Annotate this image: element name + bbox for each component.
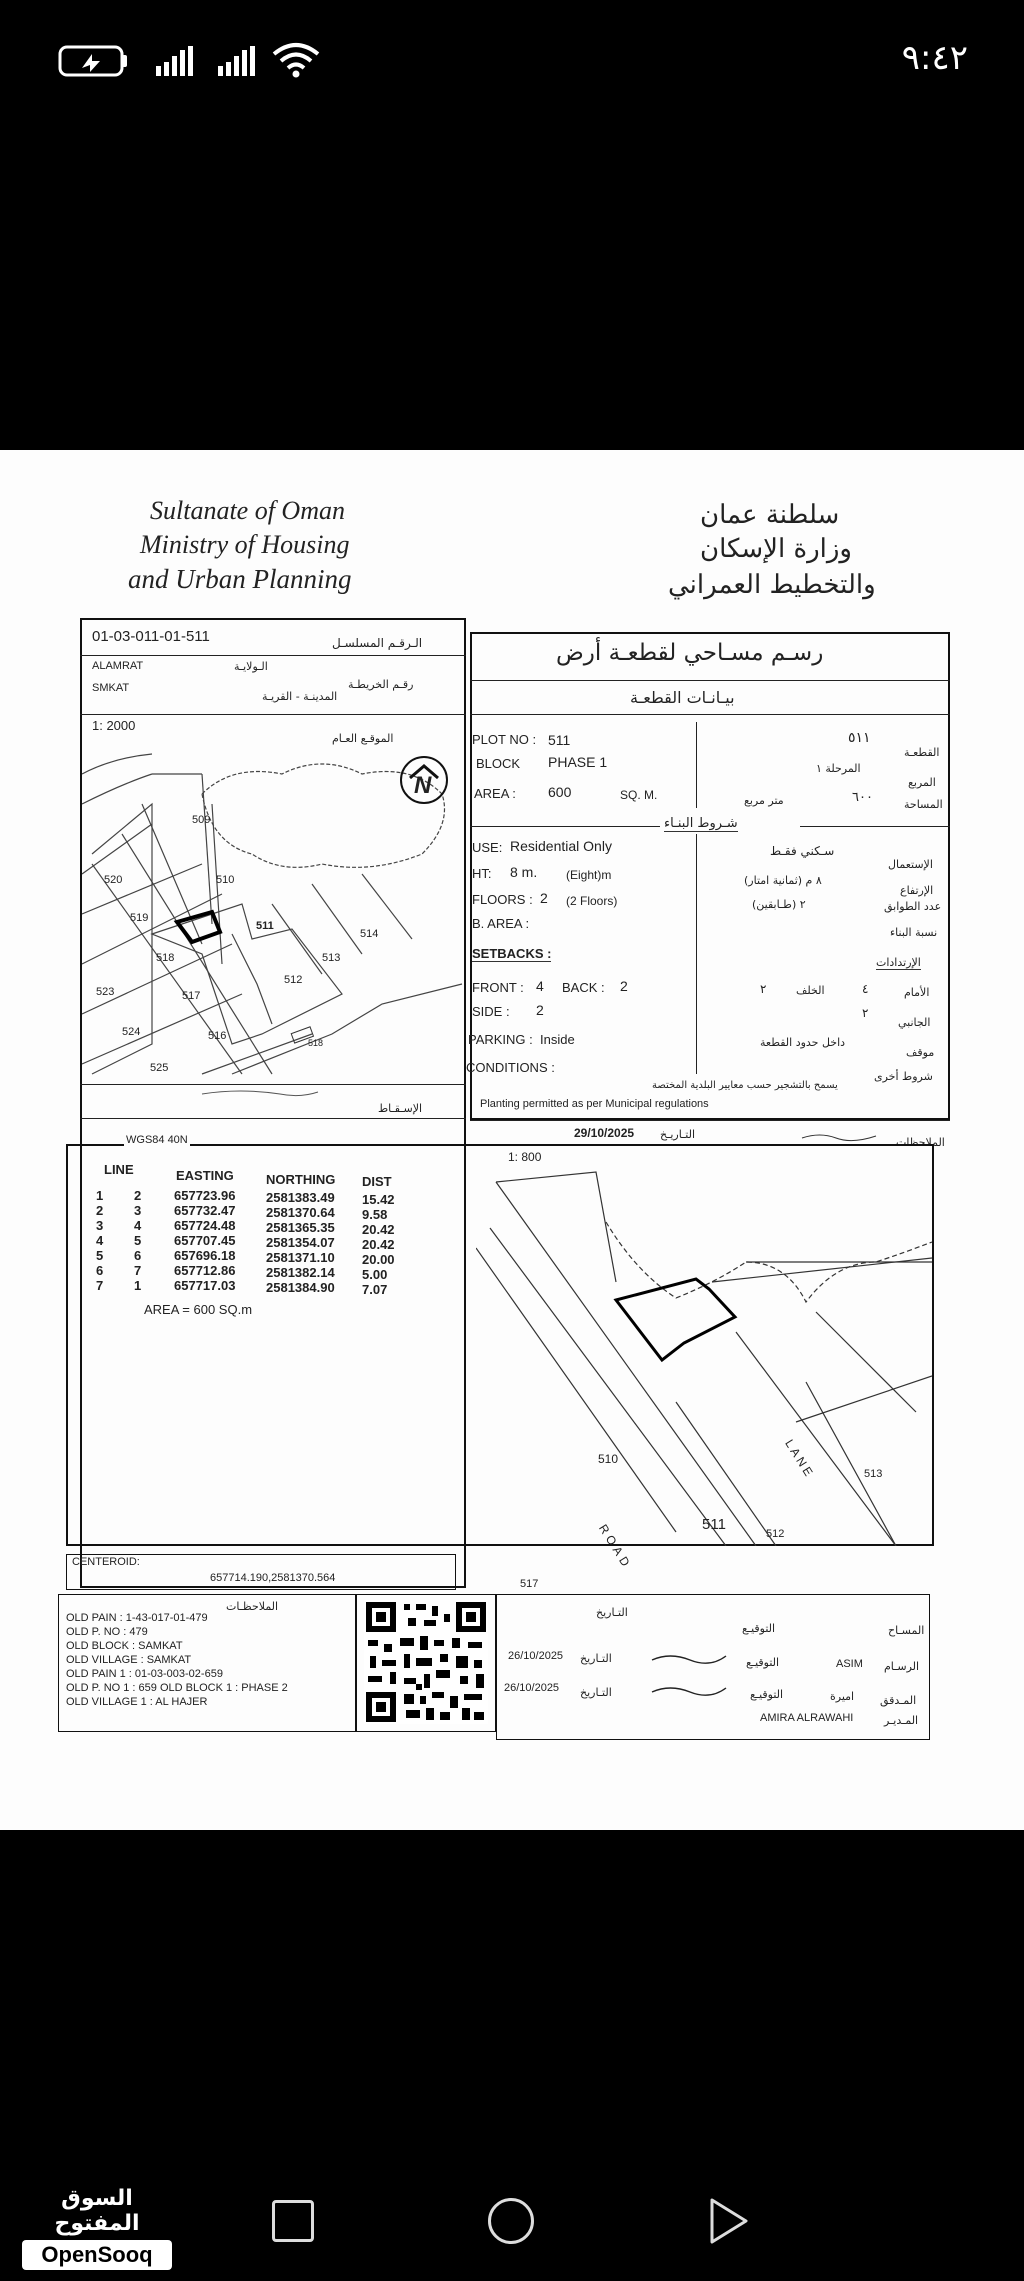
side-label-ar: الجانبي [898,1016,931,1029]
location-scale: 1: 2000 [92,718,136,733]
checker-name-ar: اميرة [830,1690,855,1703]
table-cell: 657717.03 [174,1278,236,1293]
table-cell: 4 [134,1218,142,1233]
computed-area: AREA = 600 SQ.m [144,1302,253,1317]
map-plot-label: 514 [360,928,379,940]
table-cell: 2 [134,1188,142,1203]
area-label: AREA : [474,786,516,801]
divider [470,680,950,681]
use-label: USE: [472,840,503,855]
projection-label-ar: الإسـقـاط [378,1102,423,1115]
area-unit: SQ. M. [620,788,658,802]
map-plot-label: 523 [96,986,115,998]
plot-no-value-ar: ٥١١ [848,730,871,746]
city-label-ar: المدينـة - القريـة [262,690,338,703]
floors-value-ar: ٢ (طـابقين) [752,898,806,911]
parking-label: PARKING : [468,1032,533,1047]
table-cell: 657732.47 [174,1203,236,1218]
director-name: AMIRA ALRAWAHI [760,1712,854,1724]
divider [80,655,466,656]
area-value-ar: ٦٠٠ [852,790,873,805]
qr-code-icon[interactable] [364,1600,488,1724]
front-label: FRONT : [472,980,524,995]
projection-value: WGS84 40N [126,1134,188,1146]
old-data-line: OLD PAIN 1 : 01-03-003-02-659 [66,1668,223,1680]
date-label-ar: التـاريخ [580,1652,612,1665]
drafter-name: ASIM [836,1658,863,1670]
ministry-title-en-1: Sultanate of Oman [150,496,345,525]
detail-scale: 1: 800 [508,1150,542,1164]
table-cell: 15.42 [362,1192,395,1207]
table-cell: 657707.45 [174,1233,236,1248]
signal-icon [216,44,260,78]
table-cell: 2581384.90 [266,1280,335,1295]
old-data-line: OLD P. NO : 479 [66,1626,148,1638]
floors-label-ar: عدد الطوابق [884,900,942,913]
wifi-icon [270,40,322,80]
lane-label: LANE [782,1436,818,1482]
setbacks-label-ar: الإرتدادات [876,956,921,969]
map-plot-label: 525 [150,1062,169,1074]
table-cell: 9.58 [362,1207,388,1222]
document-title-ar: رسـم مسـاحي لقطعـة أرض [556,640,824,666]
drafter-signature [650,1650,730,1666]
divider [80,714,466,715]
use-value: Residential Only [510,838,612,854]
table-cell: 1 [134,1278,142,1293]
planting-note: Planting permitted as per Municipal regulations [480,1098,709,1110]
map-plot-label: 518 [156,952,175,964]
road-label: ROAD [595,1521,635,1573]
centeroid-label: CENTEROID: [72,1556,140,1568]
front-label-ar: الأمام [904,986,930,999]
clock: ٩:٤٢ [901,38,968,78]
map-number-label-ar: رقـم الخريطـة [348,678,414,691]
old-data-line: OLD BLOCK : SAMKAT [66,1640,183,1652]
ministry-title-ar-1: سلطنة عمان [700,500,840,530]
table-cell: 5.00 [362,1267,388,1282]
divider [80,1118,466,1119]
area-label-ar: المساحة [904,798,943,811]
north-letter: N [414,772,432,799]
table-cell: 7 [96,1278,104,1293]
table-cell: 2581371.10 [266,1250,335,1265]
area-value: 600 [548,784,572,800]
block-value: PHASE 1 [548,754,608,770]
floors-label: FLOORS : [472,892,533,907]
sign-label-ar: التوقيـع [746,1656,780,1669]
table-cell: 2581365.35 [266,1220,335,1235]
old-data-line: OLD VILLAGE : SAMKAT [66,1654,192,1666]
map-plot-label: 510 [216,874,235,886]
approver-label-ar: الملاحظات [896,1136,945,1149]
table-cell: 4 [96,1233,104,1248]
table-cell: 20.00 [362,1252,395,1267]
conditions-label: CONDITIONS : [466,1060,555,1075]
old-data-line: OLD P. NO 1 : 659 OLD BLOCK 1 : PHASE 2 [66,1682,288,1694]
height-value: 8 m. [510,864,538,880]
sign-label-ar: التوقيـع [742,1622,776,1635]
building-conditions-title-ar: شـروط البنـاء [664,816,738,831]
divider [696,722,697,808]
back-value-ar: ٢ [760,982,767,996]
plot-no-value: 511 [548,732,571,748]
map-plot-label: 512 [284,974,303,986]
detail-plot-513: 513 [864,1468,883,1480]
old-data-line: OLD VILLAGE 1 : AL HAJER [66,1696,208,1708]
conditions-label-ar: شروط أخرى [874,1070,933,1083]
front-value: 4 [536,978,544,994]
table-cell: 657696.18 [174,1248,236,1263]
centeroid-value: 657714.190,2581370.564 [210,1572,336,1584]
surveyor-label-ar: المسـاح [888,1624,925,1637]
building-area-label: B. AREA : [472,916,530,931]
height-words: (Eight)m [566,868,612,882]
table-cell: 5 [134,1233,142,1248]
signatures-box [496,1594,930,1740]
map-plot-label: 518 [308,1038,324,1048]
table-cell: 2581383.49 [266,1190,335,1205]
setbacks-label: SETBACKS : [472,946,552,961]
opensooq-logo [22,2186,172,2270]
block-value-ar: المرحلة ١ [816,762,861,775]
table-header-line: LINE [104,1162,134,1177]
signature-mark [800,1130,880,1144]
use-value-ar: سـكني فقـط [770,844,835,858]
date-label-ar: التـاريخ [596,1606,628,1619]
table-cell: 7 [134,1263,142,1278]
table-cell: 2581354.07 [266,1235,335,1250]
back-label-ar: الخلف [796,984,825,997]
block-label: BLOCK [476,756,521,771]
brand-name-en: OpenSooq [22,2240,172,2270]
divider [80,1084,466,1085]
ministry-title-ar-3: والتخطيط العمراني [668,570,876,600]
map-plot-label: 517 [182,990,201,1002]
table-cell: 2581382.14 [266,1265,335,1280]
front-value-ar: ٤ [862,982,869,996]
parking-label-ar: موقف [906,1046,935,1059]
detail-map [476,1162,932,1546]
status-bar [0,0,1024,120]
side-value-ar: ٢ [862,1006,869,1020]
divider [800,826,950,827]
height-label: HT: [472,866,492,881]
divider [470,826,660,827]
plot-no-label-ar: القطعـة [904,746,940,759]
date-label-ar: التـاريخ [580,1686,612,1699]
location-label-ar: الموقـع العـام [332,732,394,745]
wilayat-label-ar: الـولايـة [234,660,268,673]
checker-signature [650,1682,730,1698]
table-cell: 5 [96,1248,104,1263]
drafter-date: 26/10/2025 [508,1650,564,1662]
map-plot-label: 509 [192,814,211,826]
height-value-ar: ٨ م (ثمانية امتار) [744,874,822,887]
side-value: 2 [536,1002,544,1018]
detail-plot-510: 510 [598,1452,619,1466]
map-plot-label: 516 [208,1030,227,1042]
table-cell: 3 [134,1203,142,1218]
parking-value-ar: داخل حدود القطعة [760,1036,846,1049]
map-number-value: SMKAT [92,682,130,694]
survey-document [0,450,1024,1830]
divider [470,1120,950,1121]
table-cell: 2581370.64 [266,1205,335,1220]
side-label: SIDE : [472,1004,510,1019]
table-cell: 657724.48 [174,1218,236,1233]
checker-date: 26/10/2025 [504,1682,560,1694]
back-label: BACK : [562,980,605,995]
back-value: 2 [620,978,628,994]
table-cell: 1 [96,1188,104,1203]
building-area-label-ar: نسبة البناء [890,926,938,939]
map-plot-label: 519 [130,912,149,924]
notes-label-ar: الملاحظـات [226,1600,279,1613]
block-label-ar: المربع [908,776,936,789]
brand-name-ar: السوق المفتوح [54,2186,140,2236]
parking-value: Inside [540,1032,575,1047]
plot-data-title-ar: بيـانـات القطعـة [630,688,735,707]
map-plot-label: 520 [104,874,123,886]
sign-label-ar: التوقيـع [750,1688,784,1701]
divider [696,834,697,1074]
north-arrow-icon [400,756,448,804]
serial-number: 01-03-011-01-511 [92,628,210,645]
drafter-label-ar: الرسـام [884,1660,920,1673]
table-header-northing: NORTHING [266,1172,336,1187]
ministry-title-ar-2: وزارة الإسكان [700,534,852,564]
serial-label-ar: الـرقـم المسلسـل [332,636,423,650]
detail-plot-517: 517 [520,1578,539,1590]
back-button[interactable] [706,2196,752,2246]
floors-words: (2 Floors) [566,894,618,908]
table-cell: 2 [96,1203,104,1218]
ministry-title-en-2: Ministry of Housing [140,530,350,559]
table-header-easting: EASTING [176,1168,234,1183]
plot-no-label: PLOT NO : [472,732,537,747]
table-header-dist: DIST [362,1174,392,1189]
checker-label-ar: المـدقق [880,1694,917,1707]
divider [470,714,950,715]
detail-plot-511: 511 [702,1516,726,1533]
table-cell: 6 [96,1263,104,1278]
wilayat-value: ALAMRAT [92,660,144,672]
director-label-ar: المـديـر [884,1714,919,1727]
table-cell: 20.42 [362,1237,395,1252]
planting-note-ar: يسمح بالتشجير حسب معايير البلدية المختصة [652,1080,838,1091]
battery-icon [58,44,130,78]
old-data-line: OLD PAIN : 1-43-017-01-479 [66,1612,208,1624]
table-cell: 657712.86 [174,1263,236,1278]
projection-squiggle [200,1086,320,1100]
table-cell: 20.42 [362,1222,395,1237]
issue-date: 29/10/2025 [574,1126,635,1140]
home-button[interactable] [488,2198,534,2244]
table-cell: 6 [134,1248,142,1263]
issue-date-label-ar: التـاريـخ [660,1128,695,1141]
table-cell: 7.07 [362,1282,388,1297]
table-cell: 657723.96 [174,1188,236,1203]
floors-value: 2 [540,890,548,906]
ministry-title-en-3: and Urban Planning [128,564,352,594]
use-label-ar: الإستعمال [888,858,933,871]
signal-icon [154,44,198,78]
map-plot-label-511: 511 [256,920,274,932]
height-label-ar: الإرتفاع [900,884,934,897]
recents-button[interactable] [272,2200,314,2242]
map-plot-label: 513 [322,952,341,964]
map-plot-label: 524 [122,1026,141,1038]
table-cell: 3 [96,1218,104,1233]
area-unit-ar: متر مربع [744,794,784,807]
detail-plot-512: 512 [766,1528,785,1540]
